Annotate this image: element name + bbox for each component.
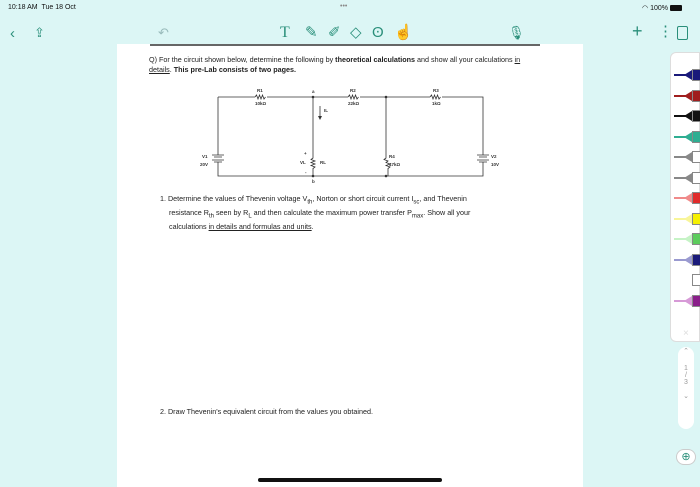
pen-swatch[interactable]: [674, 254, 700, 266]
pen-swatch[interactable]: [674, 213, 700, 225]
pages-icon[interactable]: [677, 26, 688, 40]
current-arrow-icon: [318, 116, 322, 120]
r4-value: 47kΩ: [389, 162, 401, 167]
question-1: 1. Determine the values of Thevenin voltage $V_{th}$, Norton or short circuit current $I_{sc}$, and Thevenin resistance $R_{th}$ seen by $R_L$ and then calculate the maximum power transfer $P_{max}$. Show all your calculations in details and formulas and units.: [160, 194, 471, 231]
zoom-in-icon[interactable]: ⊕: [676, 449, 696, 465]
highlighter-tool-icon[interactable]: ✐: [328, 24, 341, 41]
close-palette-icon[interactable]: ×: [683, 328, 689, 339]
pen-swatch[interactable]: [674, 192, 700, 204]
page-navigator: [678, 347, 694, 429]
pen-tool-icon[interactable]: ✎: [305, 24, 318, 41]
pen-swatch[interactable]: [674, 233, 700, 245]
node-b-label: b: [312, 179, 315, 184]
page-down-icon[interactable]: ⌄: [683, 393, 689, 400]
node-a-label: a: [312, 89, 315, 94]
pen-swatch[interactable]: [674, 274, 700, 286]
v1-value: 20V: [200, 162, 209, 167]
rl-label: RL: [320, 160, 326, 165]
home-indicator[interactable]: [258, 478, 442, 482]
page-separator: /: [685, 372, 687, 379]
share-icon[interactable]: ⇪: [34, 25, 45, 40]
battery-icon: [670, 5, 682, 11]
eraser-tool-icon[interactable]: ◇: [350, 24, 362, 41]
wifi-icon: ◠: [642, 5, 649, 12]
pen-swatch[interactable]: [674, 151, 700, 163]
text-tool-icon[interactable]: T: [280, 24, 290, 41]
r3-value: 1kΩ: [432, 101, 441, 106]
back-icon[interactable]: ‹: [10, 25, 15, 42]
plus-sign: +: [304, 151, 307, 156]
lasso-tool-icon[interactable]: ʘ: [372, 24, 384, 41]
minus-sign: -: [305, 170, 307, 175]
battery-status: ◠ 100%: [642, 4, 682, 12]
multitask-dots[interactable]: •••: [340, 3, 348, 10]
status-time: 10:18 AM Tue 18 Oct: [8, 4, 76, 11]
microphone-icon[interactable]: 🎙: [508, 25, 525, 40]
add-page-icon[interactable]: +: [632, 21, 643, 41]
hand-tool-icon[interactable]: ☝: [394, 24, 413, 41]
question-intro: Q) For the circuit shown below, determine the following by theoretical calculations and show all your calculations in details. This pre-Lab consists of two pages.: [149, 55, 521, 74]
pen-swatch[interactable]: [674, 110, 700, 122]
pen-swatch[interactable]: [674, 69, 700, 81]
page-up-icon[interactable]: ⌃: [683, 348, 689, 355]
r4-label: R4: [389, 154, 395, 159]
vl-label: VL: [300, 160, 306, 165]
total-pages: 3: [684, 379, 688, 386]
r2-value: 22kΩ: [348, 101, 360, 106]
v1-label: V1: [202, 154, 208, 159]
pen-swatch[interactable]: [674, 172, 700, 184]
pen-swatch[interactable]: [674, 90, 700, 102]
il-label: IL: [324, 108, 328, 113]
circuit-diagram: [150, 80, 550, 190]
more-icon[interactable]: ⋮: [658, 23, 673, 40]
pen-palette: [670, 52, 700, 342]
pen-swatch[interactable]: [674, 295, 700, 307]
r1-value: 10kΩ: [255, 101, 267, 106]
r3-label: R3: [433, 88, 439, 93]
r2-label: R2: [350, 88, 356, 93]
page-top-divider: [150, 44, 540, 46]
r1-label: R1: [257, 88, 263, 93]
v2-label: V2: [491, 154, 497, 159]
pen-swatch[interactable]: [674, 131, 700, 143]
undo-icon[interactable]: ↶: [158, 25, 169, 40]
question-2: 2. Draw Thevenin's equivalent circuit from the values you obtained.: [160, 407, 373, 416]
v2-value: 10V: [491, 162, 500, 167]
current-page: 1: [684, 365, 688, 372]
